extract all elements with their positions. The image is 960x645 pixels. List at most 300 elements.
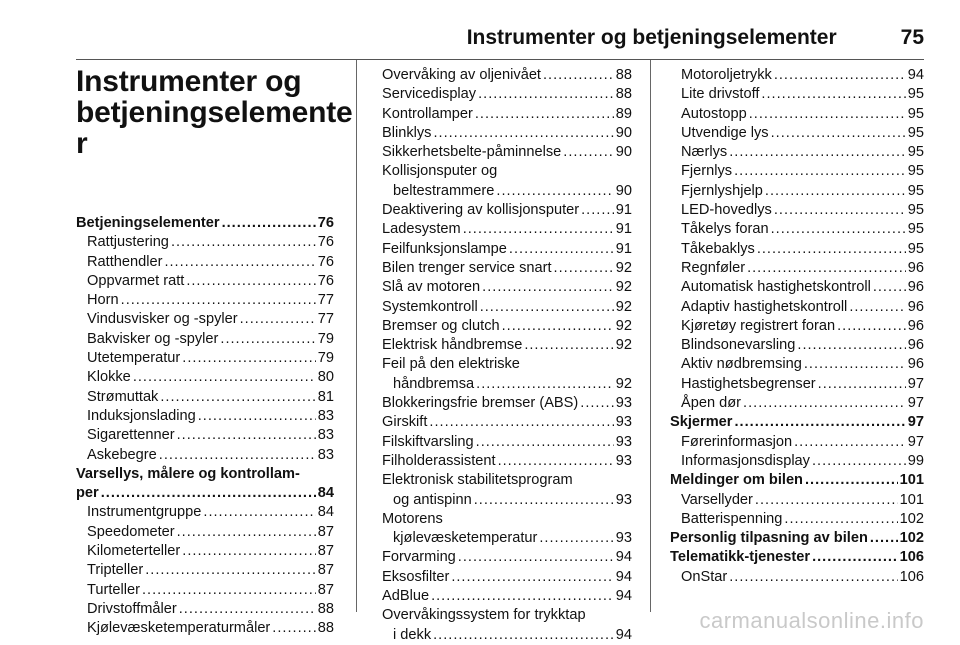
- toc-entry-page: 94: [907, 67, 924, 83]
- toc-entry-page: 93: [615, 452, 632, 469]
- toc-entry-label: Motorens: [382, 510, 443, 527]
- toc-entry-label: Instrumentgruppe: [87, 504, 202, 521]
- header-rule: [76, 59, 924, 60]
- dot-leader: [509, 240, 614, 259]
- toc-entry-label: Feilfunksjonslampe: [382, 240, 507, 257]
- toc-entry-label: Telematikk-tjenester: [670, 549, 811, 566]
- toc-entry[interactable]: [670, 182, 924, 201]
- toc-column-3: [670, 66, 924, 587]
- toc-entry[interactable]: [76, 330, 334, 349]
- toc-entry-label: Motoroljetrykk: [681, 67, 772, 83]
- toc-entry[interactable]: [382, 336, 632, 355]
- toc-entry-label: Elektronisk stabilitetsprogram: [382, 472, 573, 489]
- toc-entry-page: 97: [907, 375, 924, 392]
- toc-entry-label: Forvarming: [382, 549, 456, 566]
- toc-entry-page: 93: [615, 530, 632, 547]
- toc-entry-page: 88: [317, 620, 334, 637]
- dot-leader: [554, 259, 614, 278]
- dot-leader: [429, 413, 613, 432]
- toc-entry[interactable]: [670, 375, 924, 394]
- dot-leader: [160, 388, 315, 407]
- toc-entry[interactable]: [382, 491, 632, 510]
- toc-entry-page: 88: [615, 67, 632, 83]
- dot-leader: [870, 529, 898, 548]
- toc-entry-label: Lite drivstoff: [681, 86, 760, 103]
- toc-entry-page: 95: [907, 124, 924, 141]
- toc-entry-label: Girskift: [382, 414, 428, 431]
- toc-entry-label: Speedometer: [87, 523, 175, 540]
- toc-entry-page: 93: [615, 491, 632, 508]
- toc-entry[interactable]: [670, 355, 924, 374]
- toc-entry[interactable]: [76, 310, 334, 329]
- toc-entry-page: 102: [899, 530, 924, 547]
- toc-entry-label: Batterispenning: [681, 510, 783, 527]
- toc-entry-page: 95: [907, 86, 924, 103]
- toc-entry-page: 89: [615, 105, 632, 122]
- toc-entry-page: 97: [907, 414, 924, 431]
- toc-entry-label: Kilometerteller: [87, 543, 181, 560]
- toc-entry-label: Utetemperatur: [87, 350, 181, 367]
- column-divider-2: [650, 60, 651, 612]
- toc-entry-page: 87: [317, 581, 334, 598]
- toc-entry-page: 94: [615, 549, 632, 566]
- toc-entry-label: Ladesystem: [382, 221, 461, 238]
- dot-leader: [164, 253, 315, 272]
- toc-entry-page: 79: [317, 330, 334, 347]
- dot-leader: [734, 413, 905, 432]
- toc-entry-page: 93: [615, 395, 632, 412]
- toc-entry-label: Turteller: [87, 581, 140, 598]
- toc-entry[interactable]: [670, 259, 924, 278]
- toc-entry[interactable]: [76, 503, 334, 522]
- dot-leader: [543, 66, 614, 85]
- dot-leader: [186, 272, 315, 291]
- page-number: 75: [900, 26, 924, 49]
- toc-entry-page: 92: [615, 259, 632, 276]
- toc-entry[interactable]: [670, 85, 924, 104]
- toc-entry-label: og antispinn: [393, 491, 472, 508]
- toc-entry[interactable]: [382, 548, 632, 567]
- toc-entry-label: Elektrisk håndbremse: [382, 337, 523, 354]
- toc-entry-page: 92: [615, 279, 632, 296]
- toc-entry[interactable]: [76, 484, 334, 503]
- toc-entry-label: Tåkelys foran: [681, 221, 769, 238]
- toc-entry[interactable]: [382, 124, 632, 143]
- toc-entry[interactable]: [76, 253, 334, 272]
- toc-entry[interactable]: [382, 278, 632, 297]
- toc-entry[interactable]: [76, 446, 334, 465]
- toc-entry-label: beltestrammere: [393, 182, 495, 199]
- toc-entry[interactable]: [76, 561, 334, 580]
- toc-entry[interactable]: [76, 600, 334, 619]
- toc-entry-page: 77: [317, 311, 334, 328]
- toc-entry-page: 102: [899, 510, 924, 527]
- toc-entry-label: Ratthendler: [87, 253, 163, 270]
- toc-entry[interactable]: [382, 375, 632, 394]
- toc-entry-page: 95: [907, 202, 924, 219]
- toc-entry[interactable]: [382, 529, 632, 548]
- toc-entry[interactable]: [670, 433, 924, 452]
- toc-list: [670, 66, 924, 587]
- toc-entry-label: i dekk: [393, 626, 432, 643]
- dot-leader: [480, 298, 614, 317]
- toc-entry[interactable]: [76, 407, 334, 426]
- dot-leader: [771, 220, 906, 239]
- dot-leader: [818, 375, 906, 394]
- toc-entry-page: 76: [317, 253, 334, 270]
- toc-entry-page: 96: [907, 337, 924, 354]
- dot-leader: [502, 317, 614, 336]
- toc-entry[interactable]: [670, 413, 924, 432]
- toc-entry[interactable]: [76, 619, 334, 638]
- toc-entry-page: 94: [615, 588, 632, 605]
- toc-entry-label: Sigarettenner: [87, 427, 175, 444]
- toc-entry-page: 88: [317, 600, 334, 617]
- dot-leader: [179, 600, 316, 619]
- toc-entry-page: 91: [615, 221, 632, 238]
- toc-entry-label: Kjølevæsketemperaturmåler: [87, 620, 271, 637]
- toc-entry-label: Kollisjonsputer og: [382, 163, 498, 180]
- dot-leader: [171, 233, 316, 252]
- dot-leader: [729, 568, 897, 587]
- dot-leader: [539, 529, 613, 548]
- dot-leader: [433, 626, 614, 645]
- toc-entry-label: Sikkerhetsbelte-påminnelse: [382, 144, 562, 161]
- toc-entry[interactable]: [670, 510, 924, 529]
- watermark: carmanualsonline.info: [699, 608, 924, 633]
- toc-entry-label: Blindsonevarsling: [681, 337, 796, 354]
- toc-entry[interactable]: [76, 349, 334, 368]
- dot-leader: [121, 291, 316, 310]
- dot-leader: [458, 548, 614, 567]
- toc-entry-page: 83: [317, 446, 334, 463]
- toc-entry[interactable]: [670, 548, 924, 567]
- toc-entry-page: 94: [615, 568, 632, 585]
- toc-entry-label: Bremser og clutch: [382, 317, 500, 334]
- toc-entry[interactable]: [382, 240, 632, 259]
- toc-list: [382, 66, 632, 645]
- toc-entry-page: 87: [317, 543, 334, 560]
- dot-leader: [476, 375, 614, 394]
- toc-entry[interactable]: [670, 278, 924, 297]
- toc-entry-label: Skjermer: [670, 414, 733, 431]
- toc-column-1: [76, 65, 353, 639]
- toc-entry-page: 106: [899, 568, 924, 585]
- toc-entry-page: 95: [907, 163, 924, 180]
- toc-entry-label: Åpen dør: [681, 395, 742, 412]
- toc-entry-label: Klokke: [87, 369, 131, 386]
- toc-entry-page: 88: [615, 86, 632, 103]
- toc-entry[interactable]: [670, 491, 924, 510]
- dot-leader: [145, 561, 316, 580]
- toc-entry-label: Fjernlyshjelp: [681, 182, 763, 199]
- page-header: [467, 26, 924, 54]
- toc-entry[interactable]: [76, 542, 334, 561]
- toc-entry-label: Kontrollamper: [382, 105, 473, 122]
- toc-entry-label: Bakvisker og -spyler: [87, 330, 219, 347]
- dot-leader: [837, 317, 906, 336]
- toc-entry-page: 92: [615, 337, 632, 354]
- toc-entry-label: Systemkontroll: [382, 298, 478, 315]
- toc-entry-page: 87: [317, 562, 334, 579]
- toc-entry-page: 96: [907, 356, 924, 373]
- toc-entry-page: 101: [899, 472, 924, 489]
- dot-leader: [476, 433, 614, 452]
- toc-entry[interactable]: [670, 162, 924, 181]
- toc-entry-page: 97: [907, 433, 924, 450]
- chapter-title-line: r: [76, 127, 88, 160]
- toc-entry[interactable]: [76, 388, 334, 407]
- toc-entry-page: 93: [615, 414, 632, 431]
- toc-entry-label: Deaktivering av kollisjonsputer: [382, 202, 580, 219]
- toc-entry-label: Fjernlys: [681, 163, 733, 180]
- dot-leader: [849, 298, 905, 317]
- toc-entry-label: Induksjonslading: [87, 407, 196, 424]
- dot-leader: [478, 85, 614, 104]
- toc-entry-page: 96: [907, 259, 924, 276]
- dot-leader: [749, 105, 906, 124]
- toc-entry-page: 81: [317, 388, 334, 405]
- toc-entry-page: 83: [317, 407, 334, 424]
- dot-leader: [755, 491, 898, 510]
- toc-entry-page: 83: [317, 427, 334, 444]
- toc-entry-label: Hastighetsbegrenser: [681, 375, 816, 392]
- toc-entry-page: 99: [907, 452, 924, 469]
- toc-entry[interactable]: [382, 220, 632, 239]
- toc-entry[interactable]: [670, 317, 924, 336]
- toc-entry[interactable]: [670, 394, 924, 413]
- toc-entry-label: Rattjustering: [87, 234, 169, 251]
- dot-leader: [580, 394, 614, 413]
- toc-entry-page: 92: [615, 317, 632, 334]
- toc-entry[interactable]: [670, 529, 924, 548]
- toc-entry[interactable]: [382, 66, 632, 85]
- toc-entry-label: Automatisk hastighetskontroll: [681, 279, 871, 296]
- dot-leader: [805, 471, 898, 490]
- toc-entry-page: 80: [317, 369, 334, 386]
- dot-leader: [220, 330, 315, 349]
- dot-leader: [101, 484, 316, 503]
- toc-entry[interactable]: [670, 201, 924, 220]
- toc-entry[interactable]: [670, 143, 924, 162]
- dot-leader: [563, 143, 613, 162]
- toc-entry[interactable]: [76, 581, 334, 600]
- toc-entry-page: 95: [907, 105, 924, 122]
- dot-leader: [771, 124, 906, 143]
- toc-entry-page: 92: [615, 375, 632, 392]
- toc-entry-page: 91: [615, 202, 632, 219]
- toc-entry-page: 91: [615, 240, 632, 257]
- toc-entry[interactable]: [76, 426, 334, 445]
- toc-entry-page: 84: [317, 485, 334, 502]
- toc-entry-label: Oppvarmet ratt: [87, 272, 185, 289]
- dot-leader: [729, 143, 906, 162]
- toc-entry[interactable]: [76, 368, 334, 387]
- toc-entry-page: 90: [615, 144, 632, 161]
- dot-leader: [757, 240, 906, 259]
- toc-entry[interactable]: [670, 124, 924, 143]
- dot-leader: [475, 105, 614, 124]
- toc-entry-page: 87: [317, 523, 334, 540]
- toc-entry-page: 84: [317, 504, 334, 521]
- dot-leader: [182, 349, 315, 368]
- dot-leader: [761, 85, 905, 104]
- toc-entry-label: Adaptiv hastighetskontroll: [681, 298, 848, 315]
- toc-entry-label: Kjøretøy registrert foran: [681, 317, 836, 334]
- toc-entry[interactable]: [670, 298, 924, 317]
- toc-entry-label: Horn: [87, 292, 119, 309]
- chapter-title: [76, 65, 353, 160]
- toc-entry-label: AdBlue: [382, 588, 430, 605]
- toc-entry-label: Førerinformasjon: [681, 433, 793, 450]
- toc-entry-label: Autostopp: [681, 105, 747, 122]
- toc-entry[interactable]: [382, 568, 632, 587]
- toc-entry-page: 76: [317, 215, 334, 231]
- dot-leader: [203, 503, 315, 522]
- toc-entry[interactable]: [670, 66, 924, 85]
- toc-entry-label: Personlig tilpasning av bilen: [670, 530, 868, 547]
- dot-leader: [272, 619, 315, 638]
- toc-entry-label: Vindusvisker og -spyler: [87, 311, 238, 328]
- dot-leader: [451, 568, 613, 587]
- toc-entry-page: 96: [907, 279, 924, 296]
- toc-entry[interactable]: [382, 394, 632, 413]
- dot-leader: [812, 452, 906, 471]
- toc-entry-label: Regnføler: [681, 259, 746, 276]
- toc-entry-page: 95: [907, 221, 924, 238]
- toc-entry[interactable]: [670, 220, 924, 239]
- toc-entry-label: håndbremsa: [393, 375, 475, 392]
- toc-entry-label: Meldinger om bilen: [670, 472, 803, 489]
- dot-leader: [433, 124, 613, 143]
- toc-entry[interactable]: [382, 105, 632, 124]
- dot-leader: [496, 182, 613, 201]
- dot-leader: [474, 491, 614, 510]
- toc-entry[interactable]: [382, 182, 632, 201]
- dot-leader: [765, 182, 906, 201]
- toc-entry[interactable]: [670, 240, 924, 259]
- toc-entry[interactable]: [76, 291, 334, 310]
- toc-entry[interactable]: [382, 587, 632, 606]
- toc-entry-label: Varsellys, målere og kontrollam-: [76, 465, 300, 482]
- dot-leader: [581, 201, 614, 220]
- toc-entry[interactable]: [382, 413, 632, 432]
- toc-entry[interactable]: [76, 214, 334, 233]
- dot-leader: [524, 336, 613, 355]
- toc-entry-page: 96: [907, 298, 924, 315]
- toc-entry[interactable]: [76, 523, 334, 542]
- toc-entry-page: 106: [899, 549, 924, 566]
- toc-entry-page: 76: [317, 234, 334, 251]
- dot-leader: [177, 523, 316, 542]
- toc-entry-label: Filholderassistent: [382, 452, 496, 469]
- toc-entry[interactable]: [382, 452, 632, 471]
- dot-leader: [463, 220, 614, 239]
- toc-entry-label: Overvåking av oljenivået: [382, 67, 541, 83]
- dot-leader: [873, 278, 906, 297]
- toc-entry-label: Informasjonsdisplay: [681, 452, 810, 469]
- toc-entry-label: Blokkeringsfrie bremser (ABS): [382, 395, 579, 412]
- toc-entry[interactable]: [670, 452, 924, 471]
- toc-entry[interactable]: [382, 626, 632, 645]
- dot-leader: [482, 278, 614, 297]
- toc-entry-label: Feil på den elektriske: [382, 356, 520, 373]
- running-header-title: Instrumenter og betjeningselementer: [466, 26, 837, 49]
- toc-entry[interactable]: [670, 105, 924, 124]
- dot-leader: [159, 446, 316, 465]
- toc-entry[interactable]: [382, 433, 632, 452]
- toc-entry[interactable]: [76, 272, 334, 291]
- dot-leader: [747, 259, 906, 278]
- toc-entry-label: LED-hovedlys: [681, 202, 772, 219]
- toc-entry-label: Servicedisplay: [382, 86, 477, 103]
- dot-leader: [734, 162, 906, 181]
- dot-leader: [198, 407, 316, 426]
- toc-entry-page: 90: [615, 124, 632, 141]
- dot-leader: [774, 201, 906, 220]
- toc-entry[interactable]: [670, 471, 924, 490]
- chapter-title-line: Instrumenter og: [76, 65, 302, 98]
- toc-entry-page: 95: [907, 182, 924, 199]
- toc-entry-page: 77: [317, 292, 334, 309]
- toc-entry[interactable]: [382, 85, 632, 104]
- toc-entry-label: Varsellyder: [681, 491, 753, 508]
- toc-entry-label: Aktiv nødbremsing: [681, 356, 802, 373]
- toc-entry-label: Drivstoffmåler: [87, 600, 177, 617]
- toc-entry-page: 94: [615, 626, 632, 643]
- toc-entry-page: 97: [907, 395, 924, 412]
- dot-leader: [133, 368, 316, 387]
- toc-entry-page: 79: [317, 350, 334, 367]
- toc-entry[interactable]: [76, 233, 334, 252]
- dot-leader: [774, 66, 906, 85]
- dot-leader: [222, 214, 316, 233]
- toc-entry-page: 101: [899, 491, 924, 508]
- column-divider-1: [356, 60, 357, 612]
- toc-entry[interactable]: [670, 336, 924, 355]
- dot-leader: [431, 587, 614, 606]
- toc-entry-page: 93: [615, 433, 632, 450]
- toc-entry[interactable]: [670, 568, 924, 587]
- toc-entry-label: Betjeningselementer: [76, 215, 220, 231]
- toc-entry-page: 76: [317, 272, 334, 289]
- dot-leader: [743, 394, 906, 413]
- toc-entry-label: Tåkebaklys: [681, 240, 755, 257]
- toc-entry[interactable]: [382, 298, 632, 317]
- toc-entry-label: per: [76, 485, 99, 502]
- dot-leader: [240, 310, 316, 329]
- toc-entry[interactable]: [382, 201, 632, 220]
- toc-entry[interactable]: [382, 317, 632, 336]
- dot-leader: [804, 355, 906, 374]
- toc-column-2: [382, 66, 632, 645]
- dot-leader: [794, 433, 906, 452]
- toc-entry-label: Strømuttak: [87, 388, 159, 405]
- toc-entry-label: Filskiftvarsling: [382, 433, 474, 450]
- toc-list: [76, 214, 334, 639]
- toc-entry-label: Blinklys: [382, 124, 432, 141]
- toc-entry[interactable]: [382, 143, 632, 162]
- toc-entry-label: Askebegre: [87, 446, 157, 463]
- toc-entry-page: 92: [615, 298, 632, 315]
- toc-entry[interactable]: [382, 259, 632, 278]
- dot-leader: [177, 426, 316, 445]
- toc-entry-label: Tripteller: [87, 562, 144, 579]
- dot-leader: [797, 336, 905, 355]
- chapter-title-line: betjeningselemente: [76, 96, 353, 129]
- toc-entry-page: 90: [615, 182, 632, 199]
- toc-entry-page: 95: [907, 144, 924, 161]
